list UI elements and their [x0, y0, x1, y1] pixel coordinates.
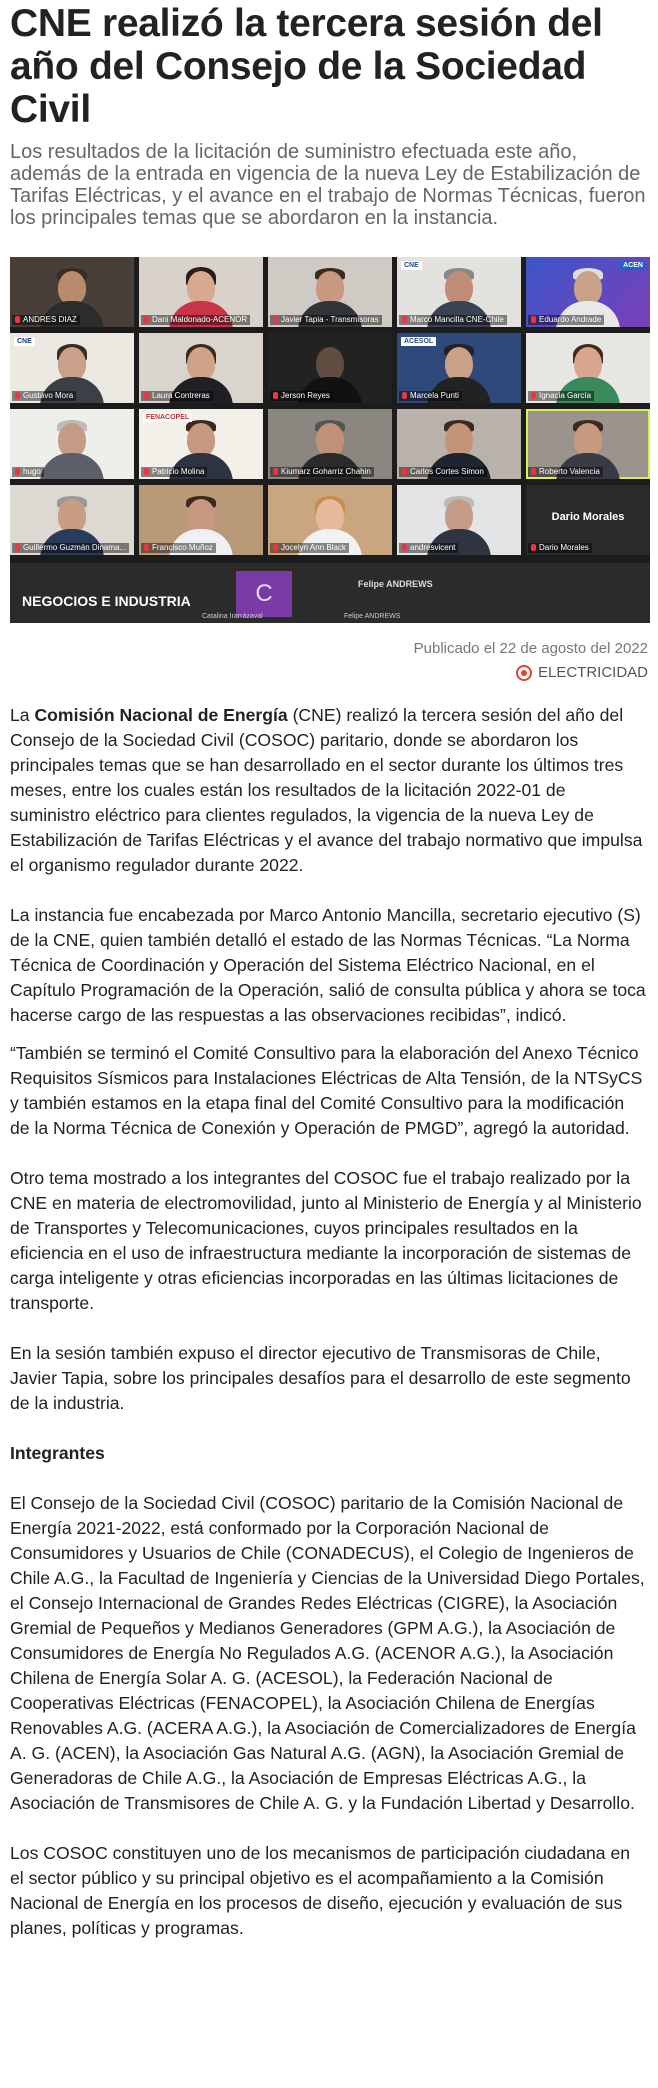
participant-tile: ACESOL Marcela Punti: [397, 333, 521, 403]
paragraph: Los COSOC constituyen uno de los mecanismos de participación ciudadana en el sector público y su principal objetivo es el acompañamiento a la Comisión Nacional de Energía en los procesos de diseño, ejecución y evaluación de sus planes, políticas y programas.: [10, 1843, 631, 1938]
acesol-logo: ACESOL: [401, 337, 436, 346]
participant-tile: ACEN Eduardo Andrade: [526, 257, 650, 327]
paragraph: El Consejo de la Sociedad Civil (COSOC) paritario de la Comisión Nacional de Energía 2021-2022, está conformado por la Corporación Nacional de Consumidores y Usuarios de Chile (CONADECUS), el Colegio de Ingenieros de Chile A.G., la Facultad de Ingeniería y Ciencias de la Universidad Diego Portales, el Consejo Internacional de Grandes Redes Eléctricas (CIGRE), la Asociación Gremial de Pequeños y Medianos Generadores (GPM A.G.), la Asociación de Consumidores de Energía No Regulados A.G. (ACENOR A.G.), la Asociación Chilena de Energía Solar A. G. (ACESOL), la Federación Nacional de Cooperativas Eléctricas (FENACOPEL), la Asociación Chilena de Energías Renovables A.G. (ACERA A.G.), la Asociación de Comercializadores de Energía A. G. (ACEN), la Asociación Gas Natural A.G. (AGN), la Asociación Gremial de Generadoras de Chile A.G., la Asociación de Empresas Eléctricas A.G., la Asociación de Transmisores de Chile A. G. y la Fundación Libertad y Desarrollo.: [10, 1493, 645, 1813]
participant-tile: Jerson Reyes: [268, 333, 392, 403]
cne-logo: CNE: [401, 261, 422, 270]
participant-name: Felipe ANDREWS: [358, 579, 433, 589]
acen-logo: ACEN: [620, 261, 646, 270]
participant-tile: CNE Marco Mancilla CNE-Chile: [397, 257, 521, 327]
paragraph: Otro tema mostrado a los integrantes del COSOC fue el trabajo realizado por la CNE en materia de electromovilidad, junto al Ministerio de Energía y al Ministerio de Transportes y Telecomunicaciones, cuyos principales resultados en la eficiencia en el uso de infraestructura mediante la incorporación de sistemas de carga inteligente y otras eficiencias incorporadas en las últimas licitaciones de transporte.: [10, 1168, 642, 1313]
paragraph: En la sesión también expuso el director ejecutivo de Transmisoras de Chile, Javier Tapia, sobre los principales desafíos para el desarrollo de este segmento de la industria.: [10, 1343, 631, 1413]
category-tag[interactable]: [10, 664, 648, 682]
participant-tile: hugo: [10, 409, 134, 479]
participant-tile: Javier Tapia - Transmisoras: [268, 257, 392, 327]
participant-tile-no-video: Dario Morales Dario Morales: [526, 485, 650, 555]
cne-logo: CNE: [14, 337, 35, 346]
participant-tile: Carlos Cortes Simon: [397, 409, 521, 479]
participant-tile: Laura Contreras: [139, 333, 263, 403]
participant-tile: Kiumarz Goharriz Chahin: [268, 409, 392, 479]
featured-participant-name: Dario Morales: [551, 511, 625, 523]
paragraph: “También se terminó el Comité Consultivo para la elaboración del Anexo Técnico Requisitos Sísmicos para Instalaciones Eléctricas de Alta Tensión, de la NTSyCS y también estamos en la etapa final del Comité Consultivo para la modificación de la Norma Técnica de Conexión y Operación de PMGD”, agregó la autoridad.: [10, 1043, 643, 1138]
participant-tile: Guillermo Guzmán Dinama...: [10, 485, 134, 555]
fenacopel-logo: FENACOPEL: [143, 413, 192, 422]
participant-initial-avatar: C: [236, 571, 292, 617]
publish-date: Publicado el 22 de agosto del 2022: [413, 640, 648, 657]
participant-tile-active-speaker: Roberto Valencia: [526, 409, 650, 479]
article-subtitle: Los resultados de la licitación de suministro efectuada este año, además de la entrada en vigencia de la nueva Ley de Estabilización de Tarifas Eléctricas, y el avance en el trabajo de Normas Técnicas, fueron los principales temas que se abordaron en la instancia.: [10, 141, 646, 229]
participant-tile: Ignacia García: [526, 333, 650, 403]
participant-tile: Jocelyn Ann Black: [268, 485, 392, 555]
participant-name: Catalina Irarrázaval: [202, 613, 263, 620]
target-icon: [516, 665, 532, 681]
participant-tile: CNE Gustavo Mora: [10, 333, 134, 403]
section-label: NEGOCIOS E INDUSTRIA: [22, 593, 191, 609]
section-heading: Integrantes: [10, 1443, 105, 1463]
paragraph: La Comisión Nacional de Energía (CNE) realizó la tercera sesión del año del Consejo de la Sociedad Civil (COSOC) paritario, donde se abordaron los principales temas que se han desarrollado en el sector durante los últimos tres meses, entre los cuales están los resultados de la licitación 2022-01 de suministro eléctrico para clientes regulados, la vigencia de la nueva Ley de Estabilización de Tarifas Eléctricas y el avance del trabajo normativo que impulsa el organismo regulador durante 2022.: [10, 705, 643, 875]
category-label: ELECTRICIDAD: [537, 664, 648, 681]
participant-tile: FENACOPEL Patricio Molina: [139, 409, 263, 479]
article-body: [10, 703, 648, 1941]
participant-tile: Dani Maldonado-ACENOR: [139, 257, 263, 327]
paragraph: La instancia fue encabezada por Marco Antonio Mancilla, secretario ejecutivo (S) de la CNE, quien también detalló el estado de las Normas Técnicas. “La Norma Técnica de Coordinación y Operación del Sistema Eléctrico Nacional, en el Capítulo Programación de la Operación, salió de consulta pública y ahora se toca hacerse cargo de las respuestas a las observaciones recibidas”, indicó.: [10, 905, 646, 1025]
video-call-bottom-bar: [10, 563, 650, 623]
article-title: CNE realizó la tercera sesión del año del Consejo de la Sociedad Civil: [10, 2, 603, 131]
organization-name: Comisión Nacional de Energía: [34, 705, 288, 725]
participant-tile: andresvicent: [397, 485, 521, 555]
participant-tile: ANDRES DIAZ: [10, 257, 134, 327]
participant-name: Felipe ANDREWS: [344, 613, 401, 620]
video-call-screenshot: [10, 257, 650, 623]
participant-tile: Francisco Muñoz: [139, 485, 263, 555]
